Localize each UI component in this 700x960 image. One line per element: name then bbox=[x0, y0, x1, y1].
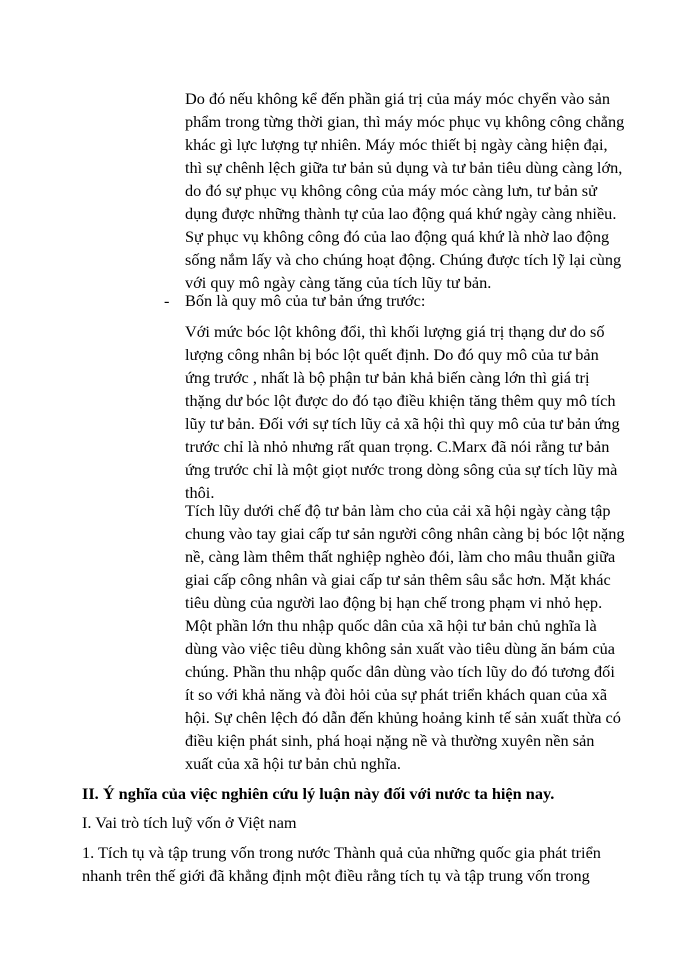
text-line: chung vào tay giai cấp tư sản người công nhân càng bị bóc lột nặng bbox=[185, 524, 625, 543]
text-line: dùng vào việc tiêu dùng không sản xuất vào tiêu dùng ăn bám của bbox=[185, 639, 615, 658]
text-line: lũy tư bản. Đối với sự tích lũy cả xã hội thì quy mô của tư bản ứng bbox=[185, 414, 620, 433]
text-line: thôi. bbox=[185, 483, 215, 502]
text-line: ít so với khả năng và đòi hỏi của sự phát triển khách quan của xã bbox=[185, 685, 608, 704]
section-heading: II. Ý nghĩa của việc nghiên cứu lý luận này đối với nước ta hiện nay. bbox=[82, 784, 555, 803]
text-line: nhanh trên thế giới đã khẳng định một điều rằng tích tụ và tập trung vốn trong bbox=[82, 866, 590, 885]
bullet-marker: - bbox=[164, 291, 170, 310]
text-line: giai cấp công nhân và giai cấp tư sản thêm sâu sắc hơn. Mặt khác bbox=[185, 570, 611, 589]
subheading: I. Vai trò tích luỹ vốn ở Việt nam bbox=[82, 813, 297, 832]
text-line: khác gì lực lượng tự nhiên. Máy móc thiết bị ngày càng hiện đại, bbox=[185, 135, 608, 154]
text-line: xuất của xã hội tư bản chủ nghĩa. bbox=[185, 754, 401, 773]
text-line: thì sự chênh lệch giữa tư bản sủ dụng và tư bản tiêu dùng càng lớn, bbox=[185, 158, 623, 177]
text-line: Do đó nếu không kể đến phần giá trị của máy móc chyển vào sản bbox=[185, 89, 610, 108]
text-line: thặng dư bóc lột được do đó tạo điều khiện tăng thêm quy mô tích bbox=[185, 391, 616, 410]
text-line: Một phần lớn thu nhập quốc dân của xã hội tư bản chủ nghĩa là bbox=[185, 616, 597, 635]
text-line: lượng công nhân bị bóc lột quết định. Do đó quy mô của tư bản bbox=[185, 345, 599, 364]
text-line: trước chỉ là nhỏ nhưng rất quan trọng. C.Marx đã nói rằng tư bản bbox=[185, 437, 610, 456]
text-line: 1. Tích tụ và tập trung vốn trong nước Thành quả của những quốc gia phát triển bbox=[82, 843, 601, 862]
text-line: chúng. Phần thu nhập quốc dân dùng vào tích lũy do đó tương đối bbox=[185, 662, 615, 681]
text-line: hội. Sự chên lệch đó dẫn đến khủng hoảng kinh tế sản xuất thừa có bbox=[185, 708, 621, 727]
text-line: dụng được những thành tự của lao động quá khứ ngày càng nhiều. bbox=[185, 204, 617, 223]
text-line: Với mức bóc lột không đổi, thì khối lượng giá trị thạng dư do số bbox=[185, 322, 605, 341]
text-line: do đó sự phục vụ không công của máy móc càng lưn, tư bản sử bbox=[185, 181, 597, 200]
bullet-text: Bốn là quy mô của tư bản ứng trước: bbox=[185, 291, 426, 310]
text-line: ứng trước , nhất là bộ phận tư bản khả biến càng lớn thì giá trị bbox=[185, 368, 590, 387]
text-line: ứng trước chỉ là một giọt nước trong dòng sông của sự tích lũy mà bbox=[185, 460, 618, 479]
text-line: tiêu dùng của người lao động bị hạn chế trong phạm vi nhỏ hẹp. bbox=[185, 593, 603, 612]
text-line: nề, càng làm thêm thất nghiệp nghèo đói, làm cho mâu thuẫn giữa bbox=[185, 547, 616, 566]
text-line: sống nắm lấy và cho chúng hoạt động. Chúng được tích lỹ lại cùng bbox=[185, 250, 622, 269]
text-line: Tích lũy dưới chế độ tư bản làm cho của cải xã hội ngày càng tập bbox=[185, 501, 611, 520]
text-line: với quy mô ngày càng tăng của tích lũy tư bản. bbox=[185, 273, 492, 292]
text-line: phẩm trong từng thời gian, thì máy móc phục vụ không công chẳng bbox=[185, 112, 625, 131]
text-line: điều kiện phát sinh, phá hoại nặng nề và thường xuyên nền sản bbox=[185, 731, 595, 750]
text-line: Sự phục vụ không công đó của lao động quá khứ là nhờ lao động bbox=[185, 227, 610, 246]
